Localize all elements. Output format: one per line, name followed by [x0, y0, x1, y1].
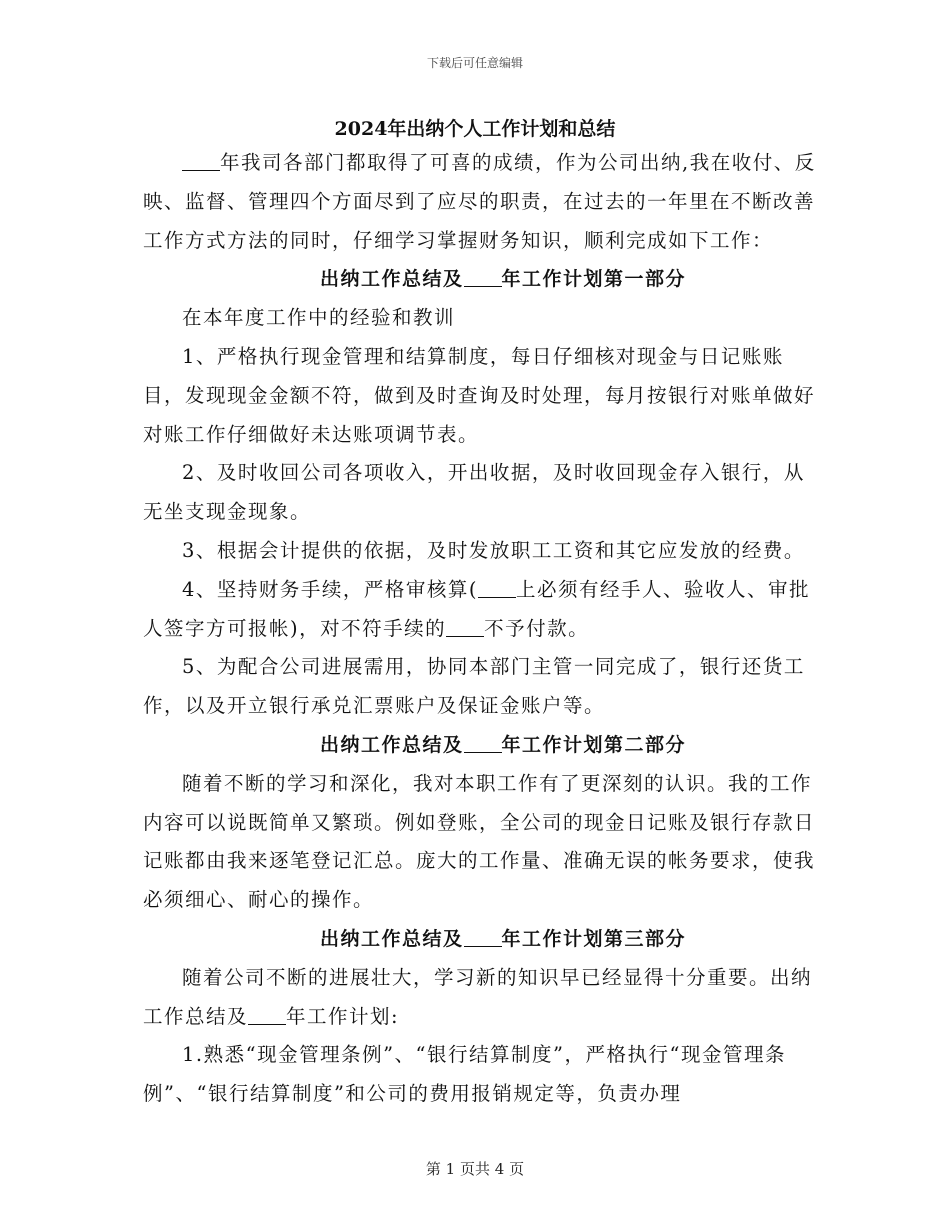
paragraph: 3、根据会计提供的依据，及时发放职工工资和其它应发放的经费。: [182, 538, 805, 562]
blank-underline: [464, 267, 502, 287]
blank-underline: [182, 151, 220, 172]
paragraph: 1.熟悉“现金管理条例”、“银行结算制度”，严格执行“现金管理条例”、“银行结算制度”和公司的费用报销规定等，负责办理: [143, 1043, 786, 1106]
section-heading-1: 出纳工作总结及 年工作计划第一部分: [319, 268, 687, 291]
document-body: [143, 144, 823, 1114]
page-footer: 第 1 页共 4 页: [425, 1160, 525, 1178]
paragraph: 4、坚持财务手续，严格审核算( 上必须有经手人、验收人、审批人签字方可报帐)，对不符手续的 不予付款。: [143, 577, 811, 640]
paragraph: 在本年度工作中的经验和教训: [182, 306, 456, 330]
blank-underline: [446, 616, 484, 637]
blank-underline: [464, 733, 502, 753]
paragraph: 随着不断的学习和深化，我对本职工作有了更深刻的认识。我的工作内容可以说既简单又繁琐。例如登账，全公司的现金日记账及银行存款日记账都由我来逐笔登记汇总。庞大的工作量、准确无误的帐务要求，使我必须细心、耐心的操作。: [143, 771, 816, 912]
paragraph: 5、为配合公司进展需用，协同本部门主管一同完成了，银行还货工作，以及开立银行承兑汇票账户及保证金账户等。: [143, 655, 805, 718]
paragraph: 1、严格执行现金管理和结算制度，每日仔细核对现金与日记账账目，发现现金金额不符，做到及时查询及时处理，每月按银行对账单做好对账工作仔细做好未达账项调节表。: [143, 344, 816, 446]
page-header: 下载后可任意编辑: [426, 56, 523, 70]
section-heading-3: 出纳工作总结及 年工作计划第三部分: [319, 927, 687, 950]
document-title: 2024年出纳个人工作计划和总结: [334, 118, 616, 140]
blank-underline: [478, 577, 516, 598]
intro-paragraph: 年我司各部门都取得了可喜的成绩，作为公司出纳,我在收付、反映、监督、管理四个方面尽到了应尽的职责，在过去的一年里在不断改善工作方式方法的同时，仔细学习掌握财务知识，顺利完成如下工作：: [143, 151, 816, 252]
section-heading-2: 出纳工作总结及 年工作计划第二部分: [319, 733, 687, 756]
blank-underline: [248, 1004, 286, 1025]
paragraph: 2、及时收回公司各项收入，开出收据，及时收回现金存入银行，从无坐支现金现象。: [143, 461, 805, 524]
paragraph: 随着公司不断的进展壮大，学习新的知识早已经显得十分重要。出纳工作总结及 年工作计划:: [143, 965, 813, 1028]
blank-underline: [464, 927, 502, 947]
